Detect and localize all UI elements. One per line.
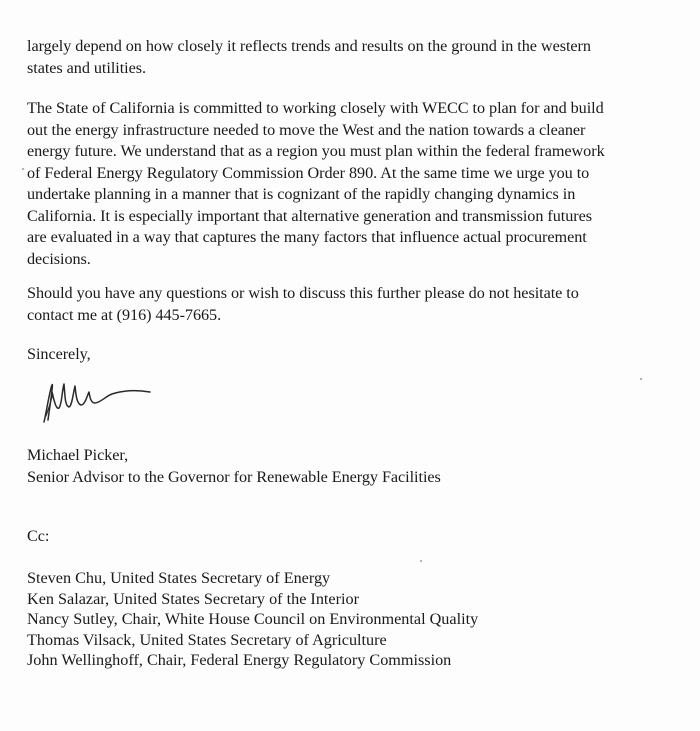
handwritten-signature <box>34 370 164 430</box>
cc-recipient: Ken Salazar, United States Secretary of the Interior <box>27 589 359 608</box>
letter-paragraph-california-commitment: The State of California is committed to working closely with WECC to plan for and build out the energy infrastructure needed to move the West and the nation towards a cleaner energy future. We understand that as a region you must plan within the federal framework of Federal Energy Regulatory Commission Order 890. At the same time we urge you to undertake planning in a manner that is cognizant of the rapidly changing dynamics in California. It is especially important that alternative generation and transmission futures are evaluated in a way that captures the many factors that influence actual procurement decisions. <box>27 99 605 268</box>
scan-speck <box>420 560 422 562</box>
cc-label: Cc: <box>27 527 50 545</box>
cc-recipient: Steven Chu, United States Secretary of Energy <box>27 569 331 587</box>
scan-speck <box>22 168 24 170</box>
scan-speck <box>640 378 642 380</box>
cc-recipient: Thomas Vilsack, United States Secretary of Agriculture <box>27 630 387 649</box>
letter-paragraph-continued: largely depend on how closely it reflects trends and results on the ground in the western states and utilities. <box>27 37 591 77</box>
signer-name-title: Michael Picker, Senior Advisor to the Governor for Renewable Energy Facilities <box>27 446 441 486</box>
letter-closing: Sincerely, <box>27 345 91 363</box>
cc-recipient: Nancy Sutley, Chair, White House Council on Environmental Quality <box>27 610 479 628</box>
cc-recipient-list <box>27 568 687 671</box>
letter-paragraph-contact: Should you have any questions or wish to discuss this further please do not hesitate to contact me at (916) 445-7665. <box>27 284 579 324</box>
cc-recipient: John Wellinghoff, Chair, Federal Energy Regulatory Commission <box>27 651 452 669</box>
